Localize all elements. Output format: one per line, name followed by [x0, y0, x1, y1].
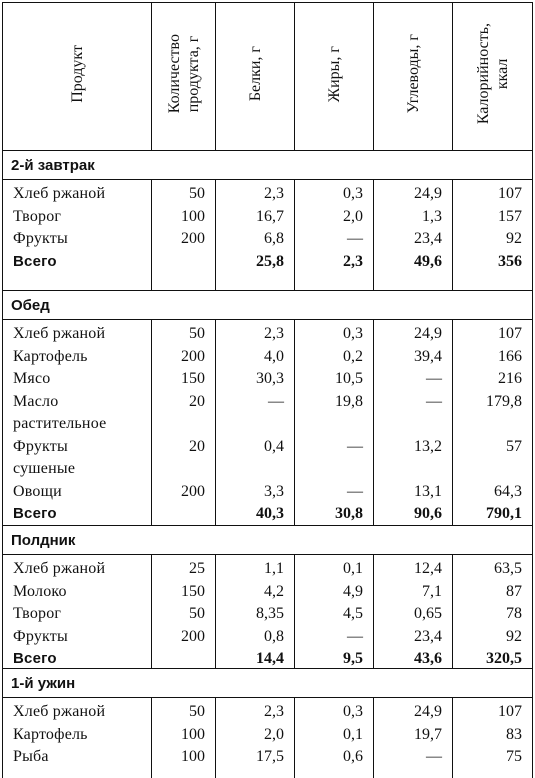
calories-value: 790,1: [453, 503, 532, 526]
proteins-value: 8,35: [216, 603, 294, 626]
proteins-value: 3,3: [216, 481, 294, 504]
product-name: Овощи: [13, 481, 149, 504]
product-name: Мясо: [13, 368, 149, 391]
proteins-value: 40,3: [216, 503, 294, 526]
quantity-value: 50: [152, 701, 215, 724]
header-fats: Жиры, г: [295, 3, 374, 151]
calories-value: 87: [453, 581, 532, 604]
fats-value: —: [295, 626, 373, 649]
calories-value: 57: [453, 436, 532, 459]
quantity-value: 50: [152, 323, 215, 346]
quantity-value: 100: [152, 724, 215, 747]
proteins-value: 6,8: [216, 228, 294, 251]
fats-value: —: [295, 228, 373, 251]
column-carbohydrates: [374, 180, 453, 291]
carbohydrates-value: 19,7: [374, 724, 452, 747]
calories-value: 216: [453, 368, 532, 391]
nutrition-table: [2, 2, 533, 778]
carbohydrates-value: 7,1: [374, 581, 452, 604]
calories-value: 107: [453, 183, 532, 206]
column-product: [3, 320, 152, 526]
fats-value: 2,0: [295, 206, 373, 229]
quantity-value: [152, 458, 215, 481]
fats-value: 2,3: [295, 251, 373, 274]
product-name: Фрукты: [13, 626, 149, 649]
fats-value: 0,1: [295, 724, 373, 747]
fats-value: 4,5: [295, 603, 373, 626]
calories-value: 166: [453, 346, 532, 369]
section-title: 1-й ужин: [3, 669, 533, 698]
carbohydrates-value: —: [374, 368, 452, 391]
proteins-value: 30,3: [216, 368, 294, 391]
column-product: [3, 698, 152, 778]
fats-value: 0,3: [295, 323, 373, 346]
calories-value: [453, 413, 532, 436]
fats-value: 10,5: [295, 368, 373, 391]
carbohydrates-value: 24,9: [374, 183, 452, 206]
proteins-value: 0,8: [216, 626, 294, 649]
calories-value: 320,5: [453, 648, 532, 671]
fats-value: 0,6: [295, 746, 373, 769]
section-header-row: [3, 669, 533, 698]
fats-value: 4,9: [295, 581, 373, 604]
carbohydrates-value: 23,4: [374, 626, 452, 649]
fats-value: 9,5: [295, 648, 373, 671]
quantity-value: 150: [152, 581, 215, 604]
product-name: Масло: [13, 391, 149, 414]
proteins-value: 2,0: [216, 724, 294, 747]
proteins-value: 4,2: [216, 581, 294, 604]
product-name: Фрукты: [13, 228, 149, 251]
carbohydrates-value: 13,2: [374, 436, 452, 459]
proteins-value: 2,3: [216, 701, 294, 724]
product-name: Всего: [13, 648, 149, 671]
column-fats: [295, 180, 374, 291]
calories-value: 92: [453, 228, 532, 251]
section-title: 2-й завтрак: [3, 151, 533, 180]
carbohydrates-value: 24,9: [374, 323, 452, 346]
product-name: Творог: [13, 206, 149, 229]
proteins-value: 4,0: [216, 346, 294, 369]
column-carbohydrates: [374, 320, 453, 526]
carbohydrates-value: 39,4: [374, 346, 452, 369]
carbohydrates-value: 49,6: [374, 251, 452, 274]
section-body-row: [3, 320, 533, 526]
column-product: [3, 555, 152, 669]
column-fats: [295, 555, 374, 669]
header-proteins: Белки, г: [216, 3, 295, 151]
proteins-value: 0,4: [216, 436, 294, 459]
quantity-value: 200: [152, 346, 215, 369]
column-carbohydrates: [374, 555, 453, 669]
header-row: [3, 3, 533, 151]
section-header-row: [3, 526, 533, 555]
column-proteins: [216, 555, 295, 669]
calories-value: 64,3: [453, 481, 532, 504]
fats-value: 0,2: [295, 346, 373, 369]
section-header-row: [3, 291, 533, 320]
calories-value: 92: [453, 626, 532, 649]
calories-value: [453, 458, 532, 481]
carbohydrates-value: —: [374, 391, 452, 414]
column-calories: [453, 320, 533, 526]
carbohydrates-value: 0,65: [374, 603, 452, 626]
fats-value: 0,3: [295, 701, 373, 724]
column-fats: [295, 698, 374, 778]
carbohydrates-value: [374, 413, 452, 436]
product-name: Картофель: [13, 346, 149, 369]
quantity-value: 200: [152, 626, 215, 649]
calories-value: 78: [453, 603, 532, 626]
header-product: Продукт: [3, 3, 152, 151]
carbohydrates-value: 43,6: [374, 648, 452, 671]
column-proteins: [216, 180, 295, 291]
section-body-row: [3, 555, 533, 669]
carbohydrates-value: 90,6: [374, 503, 452, 526]
header-carbohydrates: Углеводы, г: [374, 3, 453, 151]
column-calories: [453, 180, 533, 291]
product-name: Хлеб ржаной: [13, 183, 149, 206]
calories-value: 83: [453, 724, 532, 747]
column-fats: [295, 320, 374, 526]
quantity-value: 50: [152, 183, 215, 206]
proteins-value: 2,3: [216, 323, 294, 346]
fats-value: —: [295, 436, 373, 459]
quantity-value: 150: [152, 368, 215, 391]
fats-value: 19,8: [295, 391, 373, 414]
section-title: Обед: [3, 291, 533, 320]
product-name: Творог: [13, 603, 149, 626]
product-name: Хлеб ржаной: [13, 323, 149, 346]
proteins-value: 1,1: [216, 558, 294, 581]
quantity-value: 50: [152, 603, 215, 626]
product-name: сушеные: [13, 458, 149, 481]
column-carbohydrates: [374, 698, 453, 778]
column-quantity: [152, 698, 216, 778]
product-name: Молоко: [13, 581, 149, 604]
quantity-value: 100: [152, 206, 215, 229]
quantity-value: 20: [152, 436, 215, 459]
carbohydrates-value: 13,1: [374, 481, 452, 504]
section-header-row: [3, 151, 533, 180]
quantity-value: [152, 413, 215, 436]
fats-value: [295, 458, 373, 481]
proteins-value: [216, 458, 294, 481]
product-name: растительное: [13, 413, 149, 436]
quantity-value: [152, 503, 215, 526]
carbohydrates-value: 23,4: [374, 228, 452, 251]
section-title: Полдник: [3, 526, 533, 555]
proteins-value: 25,8: [216, 251, 294, 274]
proteins-value: —: [216, 391, 294, 414]
column-quantity: [152, 555, 216, 669]
quantity-value: 100: [152, 746, 215, 769]
product-name: Хлеб ржаной: [13, 701, 149, 724]
product-name: Всего: [13, 251, 149, 274]
fats-value: 0,3: [295, 183, 373, 206]
proteins-value: 2,3: [216, 183, 294, 206]
product-name: Фрукты: [13, 436, 149, 459]
carbohydrates-value: 1,3: [374, 206, 452, 229]
column-proteins: [216, 698, 295, 778]
quantity-value: 200: [152, 228, 215, 251]
calories-value: 107: [453, 701, 532, 724]
product-name: Всего: [13, 503, 149, 526]
quantity-value: [152, 648, 215, 671]
product-name: Рыба: [13, 746, 149, 769]
header-quantity: Количество продукта, г: [152, 3, 216, 151]
column-calories: [453, 555, 533, 669]
calories-value: 63,5: [453, 558, 532, 581]
calories-value: 75: [453, 746, 532, 769]
column-proteins: [216, 320, 295, 526]
fats-value: 0,1: [295, 558, 373, 581]
proteins-value: 16,7: [216, 206, 294, 229]
calories-value: 157: [453, 206, 532, 229]
fats-value: [295, 413, 373, 436]
carbohydrates-value: —: [374, 746, 452, 769]
fats-value: —: [295, 481, 373, 504]
calories-value: 179,8: [453, 391, 532, 414]
proteins-value: [216, 413, 294, 436]
product-name: Хлеб ржаной: [13, 558, 149, 581]
quantity-value: [152, 251, 215, 274]
carbohydrates-value: [374, 458, 452, 481]
quantity-value: 200: [152, 481, 215, 504]
carbohydrates-value: 12,4: [374, 558, 452, 581]
column-quantity: [152, 180, 216, 291]
column-calories: [453, 698, 533, 778]
column-quantity: [152, 320, 216, 526]
calories-value: 356: [453, 251, 532, 274]
column-product: [3, 180, 152, 291]
proteins-value: 14,4: [216, 648, 294, 671]
proteins-value: 17,5: [216, 746, 294, 769]
section-body-row: [3, 180, 533, 291]
carbohydrates-value: 24,9: [374, 701, 452, 724]
fats-value: 30,8: [295, 503, 373, 526]
header-calories: Калорийность, ккал: [453, 3, 533, 151]
quantity-value: 20: [152, 391, 215, 414]
product-name: Картофель: [13, 724, 149, 747]
section-body-row: [3, 698, 533, 778]
quantity-value: 25: [152, 558, 215, 581]
calories-value: 107: [453, 323, 532, 346]
